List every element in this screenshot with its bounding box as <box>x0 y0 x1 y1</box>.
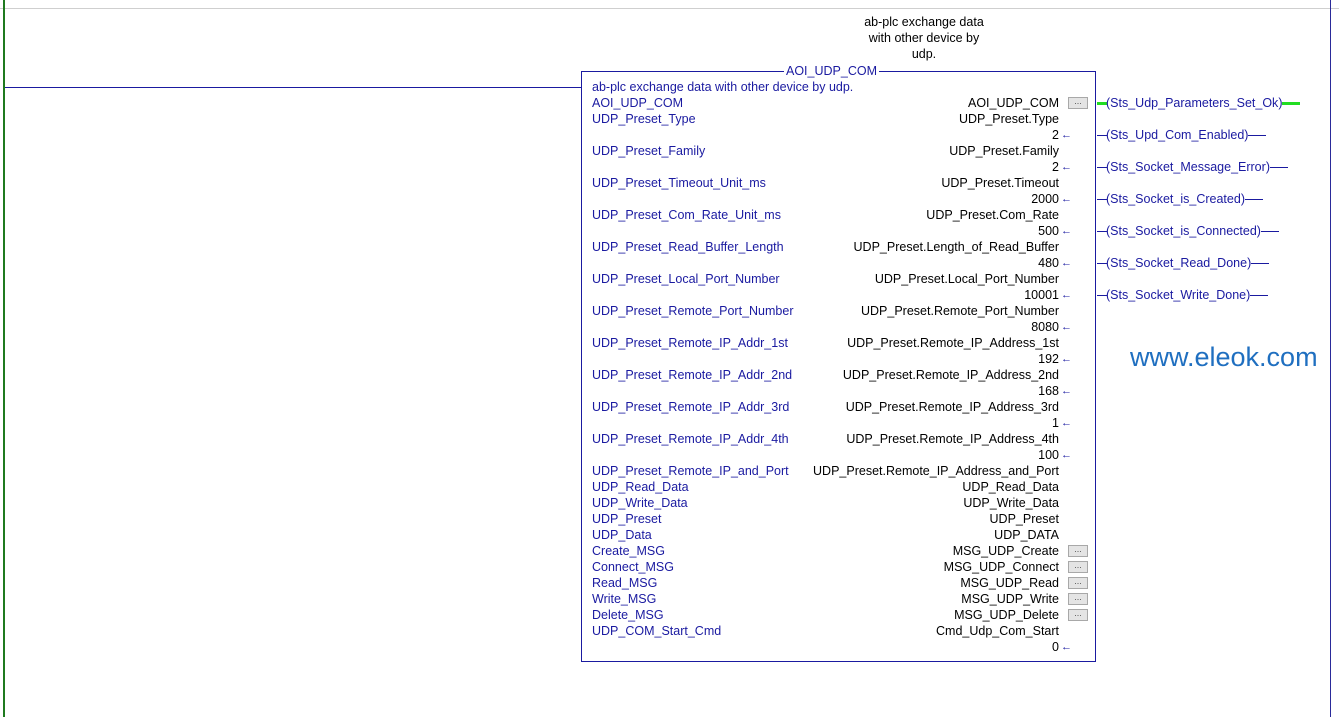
coil-output-wire <box>1261 231 1279 232</box>
coil-tag[interactable]: Sts_Upd_Com_Enabled <box>1110 128 1245 142</box>
param-tag[interactable]: UDP_Preset.Com_Rate <box>926 208 1059 222</box>
value-arrow-icon: ← <box>1061 417 1072 429</box>
param-tag[interactable]: UDP_Preset.Remote_IP_Address_1st <box>847 336 1059 350</box>
param-tag[interactable]: UDP_Preset <box>989 512 1059 526</box>
block-description-above <box>850 14 998 62</box>
coil-close-paren: ) <box>1256 224 1261 238</box>
param-value[interactable]: 100 <box>1038 448 1059 462</box>
param-value[interactable]: 8080 <box>1031 320 1059 334</box>
rung-top-divider <box>0 8 1339 9</box>
value-arrow-icon: ← <box>1061 321 1072 333</box>
param-value[interactable]: 480 <box>1038 256 1059 270</box>
coil-output-wire <box>1282 102 1300 105</box>
coil-close-paren: ) <box>1240 192 1245 206</box>
coil-output-wire <box>1270 167 1288 168</box>
param-name: UDP_Preset_Remote_IP_Addr_3rd <box>592 400 790 414</box>
param-name: UDP_Read_Data <box>592 480 689 494</box>
coil-tag[interactable]: Sts_Socket_is_Connected <box>1110 224 1257 238</box>
param-name: UDP_Preset_Type <box>592 112 696 126</box>
param-value[interactable]: 10001 <box>1024 288 1059 302</box>
param-tag[interactable]: UDP_Preset.Remote_IP_Address_and_Port <box>813 464 1059 478</box>
output-coil[interactable] <box>1106 223 1261 239</box>
output-coil[interactable] <box>1106 255 1251 271</box>
param-name: UDP_Preset_Read_Buffer_Length <box>592 240 784 254</box>
output-coil[interactable] <box>1106 95 1282 111</box>
value-arrow-icon: ← <box>1061 353 1072 365</box>
coil-output-wire <box>1251 263 1269 264</box>
param-name: UDP_Preset_Remote_IP_Addr_2nd <box>592 368 793 382</box>
ellipsis-button[interactable]: ... <box>1068 545 1088 557</box>
desc-line-1: ab-plc exchange data <box>864 15 984 29</box>
param-value[interactable]: 2 <box>1052 128 1059 142</box>
rung-input-wire <box>5 87 581 88</box>
param-name: UDP_Preset_Local_Port_Number <box>592 272 780 286</box>
coil-open-paren: ( <box>1106 256 1111 270</box>
right-power-rail <box>1330 0 1331 717</box>
param-tag[interactable]: UDP_Preset.Remote_IP_Address_2nd <box>842 368 1059 382</box>
param-tag[interactable]: UDP_Preset.Remote_IP_Address_3rd <box>845 400 1059 414</box>
coil-tag[interactable]: Sts_Socket_Read_Done <box>1110 256 1248 270</box>
output-coil[interactable] <box>1106 127 1248 143</box>
param-name: UDP_Preset_Remote_IP_Addr_1st <box>592 336 788 350</box>
coil-open-paren: ( <box>1106 96 1111 110</box>
value-arrow-icon: ← <box>1061 129 1072 141</box>
ellipsis-button[interactable]: ... <box>1068 593 1088 605</box>
coil-close-paren: ) <box>1247 256 1252 270</box>
coil-close-paren: ) <box>1246 288 1251 302</box>
coil-open-paren: ( <box>1106 288 1111 302</box>
value-arrow-icon: ← <box>1061 225 1072 237</box>
param-name: UDP_Preset_Timeout_Unit_ms <box>592 176 766 190</box>
param-name: UDP_Preset_Remote_Port_Number <box>592 304 794 318</box>
param-value[interactable]: 168 <box>1038 384 1059 398</box>
param-name: UDP_Preset <box>592 512 662 526</box>
param-tag[interactable]: Cmd_Udp_Com_Start <box>936 624 1059 638</box>
param-tag[interactable]: UDP_Preset.Family <box>949 144 1059 158</box>
param-tag[interactable]: UDP_Preset.Remote_Port_Number <box>861 304 1059 318</box>
output-coil[interactable] <box>1106 159 1270 175</box>
param-value[interactable]: 192 <box>1038 352 1059 366</box>
left-power-rail <box>3 0 5 717</box>
param-tag[interactable]: MSG_UDP_Read <box>960 576 1059 590</box>
param-name: UDP_Preset_Remote_IP_and_Port <box>592 464 789 478</box>
param-name: UDP_Preset_Com_Rate_Unit_ms <box>592 208 781 222</box>
param-name: Connect_MSG <box>592 560 674 574</box>
param-name: Create_MSG <box>592 544 665 558</box>
coil-close-paren: ) <box>1265 160 1270 174</box>
coil-open-paren: ( <box>1106 192 1111 206</box>
param-tag[interactable]: UDP_DATA <box>994 528 1059 542</box>
param-tag[interactable]: MSG_UDP_Create <box>952 544 1059 558</box>
param-name: UDP_Data <box>592 528 652 542</box>
param-tag[interactable]: AOI_UDP_COM <box>968 96 1059 110</box>
param-value[interactable]: 0 <box>1052 640 1059 654</box>
param-name: UDP_Preset_Family <box>592 144 706 158</box>
ellipsis-button[interactable]: ... <box>1068 561 1088 573</box>
param-tag[interactable]: UDP_Preset.Local_Port_Number <box>874 272 1059 286</box>
desc-line-3: udp. <box>911 47 937 61</box>
value-arrow-icon: ← <box>1061 257 1072 269</box>
desc-line-2: with other device by <box>868 31 980 45</box>
param-name: AOI_UDP_COM <box>592 96 683 110</box>
watermark-text: www.eleok.com <box>1130 342 1318 372</box>
coil-tag[interactable]: Sts_Udp_Parameters_Set_Ok <box>1110 96 1279 110</box>
coil-close-paren: ) <box>1278 96 1283 110</box>
param-tag[interactable]: UDP_Preset.Timeout <box>941 176 1059 190</box>
coil-open-paren: ( <box>1106 128 1111 142</box>
param-tag[interactable]: MSG_UDP_Connect <box>943 560 1059 574</box>
param-value[interactable]: 1 <box>1052 416 1059 430</box>
ellipsis-button[interactable]: ... <box>1068 577 1088 589</box>
value-arrow-icon: ← <box>1061 193 1072 205</box>
param-tag[interactable]: UDP_Preset.Remote_IP_Address_4th <box>846 432 1059 446</box>
coil-tag[interactable]: Sts_Socket_Message_Error <box>1110 160 1266 174</box>
param-name: UDP_COM_Start_Cmd <box>592 624 722 638</box>
coil-tag[interactable]: Sts_Socket_is_Created <box>1110 192 1241 206</box>
value-arrow-icon: ← <box>1061 289 1072 301</box>
value-arrow-icon: ← <box>1061 641 1072 653</box>
param-tag[interactable]: MSG_UDP_Write <box>961 592 1059 606</box>
aoi-block-title[interactable]: AOI_UDP_COM <box>786 64 877 78</box>
param-name: UDP_Preset_Remote_IP_Addr_4th <box>592 432 789 446</box>
value-arrow-icon: ← <box>1061 449 1072 461</box>
value-arrow-icon: ← <box>1061 385 1072 397</box>
output-coil[interactable] <box>1106 287 1250 303</box>
param-name: Delete_MSG <box>592 608 664 622</box>
output-coil[interactable] <box>1106 191 1245 207</box>
aoi-description-inside: ab-plc exchange data with other device by udp. <box>592 80 854 94</box>
param-value[interactable]: 2 <box>1052 160 1059 174</box>
coil-close-paren: ) <box>1244 128 1249 142</box>
coil-open-paren: ( <box>1106 160 1111 174</box>
param-tag[interactable]: UDP_Preset.Length_of_Read_Buffer <box>853 240 1059 254</box>
coil-open-paren: ( <box>1106 224 1111 238</box>
param-tag[interactable]: UDP_Write_Data <box>963 496 1059 510</box>
ellipsis-button[interactable]: ... <box>1068 609 1088 621</box>
coil-tag[interactable]: Sts_Socket_Write_Done <box>1110 288 1247 302</box>
coil-output-wire <box>1245 199 1263 200</box>
value-arrow-icon: ← <box>1061 161 1072 173</box>
param-tag[interactable]: UDP_Read_Data <box>962 480 1059 494</box>
ellipsis-button[interactable]: ... <box>1068 97 1088 109</box>
param-name: Read_MSG <box>592 576 658 590</box>
param-value[interactable]: 500 <box>1038 224 1059 238</box>
param-name: UDP_Write_Data <box>592 496 688 510</box>
param-tag[interactable]: UDP_Preset.Type <box>958 112 1059 126</box>
param-tag[interactable]: MSG_UDP_Delete <box>954 608 1059 622</box>
param-value[interactable]: 2000 <box>1031 192 1059 206</box>
coil-output-wire <box>1250 295 1268 296</box>
coil-output-wire <box>1248 135 1266 136</box>
param-name: Write_MSG <box>592 592 657 606</box>
